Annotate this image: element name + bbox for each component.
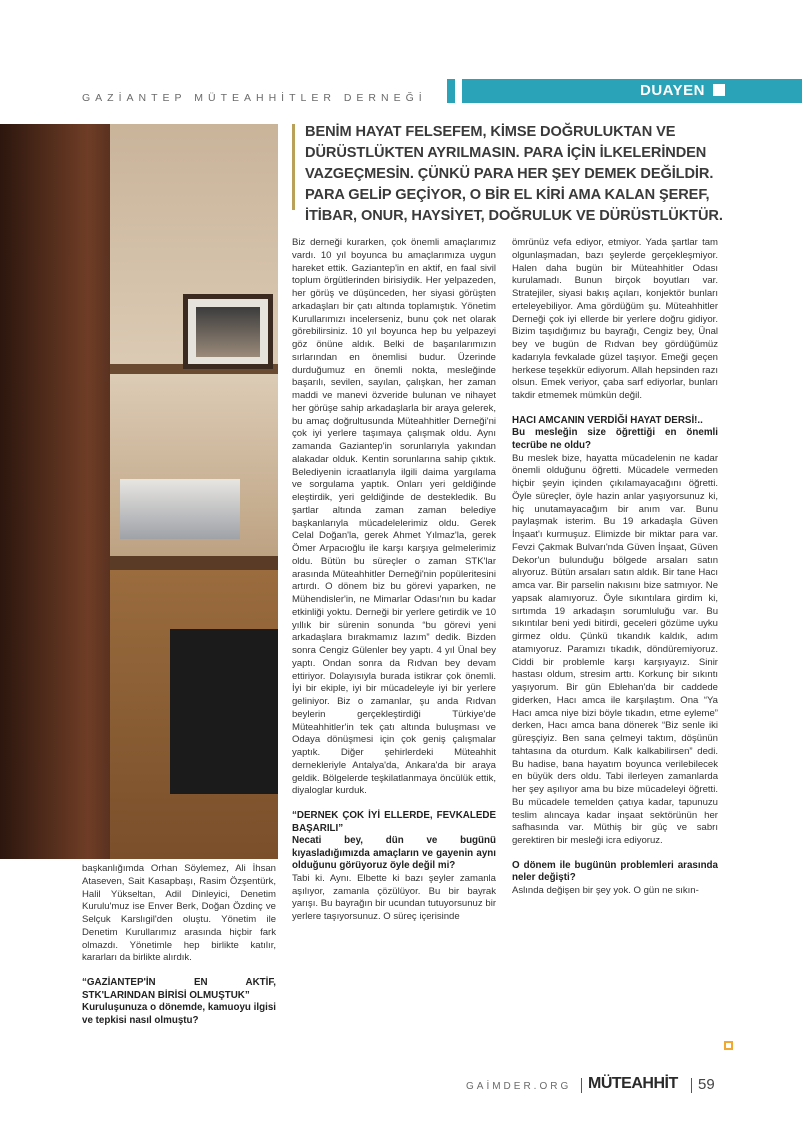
subheading: “GAZİANTEP'İN EN AKTİF, STK'LARINDAN BİRİSİ OLMUŞTUK” [82,977,276,1001]
article-end-square-icon [724,1041,733,1050]
article-column-1 [82,863,276,1027]
photo-leather-chair [0,124,110,859]
article-column-2 [292,237,496,924]
paragraph: ömrünüz vefa ediyor, etmiyor. Yada şartlar tam olgunlaşmadan, bazı şeylerde gerçekleşmiyor. Halen daha bugün bir Müteahhitler Odası kurulamadı. Bunun birçok boyutları var. Stratejiler, siyasi bakış açıları, konjektör bunları erteleyebiliyor. Ama gördüğüm şu. Müteahhitler Derneği çok iyi ellerde bir yerlere doğru gidiyor. Bizim taşıdığımız bu bayrağı, Cengiz bey, Ünal bey ve bugün de Rıdvan bey gördüğümüz kadarıyla fevkalade güzel taşıyor. Emeği geçen herkese teşekkür ediyorum. Allah hepsinden razı olsun. Emek veriyor, çaba sarf ediyorlar, bunları takdir etmemek mümkün değil. [512,237,718,401]
photo-desk-edge [110,556,278,570]
paragraph: Aslında değişen bir şey yok. O gün ne sıkın- [512,884,699,896]
framed-portrait [196,307,260,357]
interview-question: Necati bey, dün ve bugünü kıyasladığımızda amaçların ve gayenin aynı olduğunu görüyoruz öyle değil mi? [292,835,496,872]
pull-quote: BENİM HAYAT FELSEFEM, KİMSE DOĞRULUKTAN VE DÜRÜSTLÜKTEN AYRILMASIN. PARA İÇİN İLKELERİNDEN VAZGEÇMESİN. ÇÜNKÜ PARA HER ŞEY DEMEK DEĞİLDİR. PARA GELİP GEÇİYOR, O BİR EL KİRİ AMA KALAN ŞEREF, İTİBAR, ONUR, HAYSİYET, DOĞRULUK VE DÜRÜSTLÜKTÜR. [305,124,723,224]
footer-divider [691,1078,692,1093]
subheading: “DERNEK ÇOK İYİ ELLERDE, FEVKALEDE BAŞARILI” [292,810,496,834]
photo-frame [183,294,273,369]
square-icon [713,84,725,96]
organization-name: GAZİANTEP MÜTEAHHİTLER DERNEĞİ [82,92,427,104]
photo-files [120,479,240,539]
paragraph: Biz derneği kurarken, çok önemli amaçlarımız vardı. 10 yıl boyunca bu amaçlarımıza uygun hareket ettik. Gaziantep'in en aktif, en faal sivil toplum örgütlerinden birisiydik. Her yelpazeden, her görüş ve düşünceden, her siyasi görüşten arkadaşları bir çatı altında toplamıştık. Yönetim Kurullarımızı incelerseniz, bunu çok net olarak görebilirsiniz. 10 yıl boyunca hep bu yelpazeyi göz önüne aldık. Belki de başarılarımızın sırlarından en önemlisi budur. Üzerinde durduğumuz en önemli nokta, mesleğinde başarılı, sevilen, sayılan, çalışkan, her zaman maddi ve manevi özveride bulunan ve nihayet her görüşe sahip arkadaşlarla bir araya gelerek, bu amaç doğrultusunda Müteahhitler Derneği'ni çok iyi yerlere taşımaya çalışmak oldu. Aynı zamanda Gaziantep'in sorunlarıyla yakından alakadar olduk. Kentin sorunlarına sahip çıktık. Belediyenin icraatlarıyla ilgili daima yargılama ve sorgulama yaptık. Onları yeri geldiğinde eleştirdik, yeri geldiğinde de destekledik. Bu şartlar altında zaman zaman belediye başkanlarıyla mücadelelerimiz oldu. Gerek Celal Doğan'la, gerek Ahmet Yılmaz'la, gerek Ömer Arpacıoğlu ile karşı karşıya gelmelerimiz oldu. Bütün bu süreçler o zaman STK'lar arasında Müteahhitler Derneği'nin popüleritesini artırdı. O dönem biz bu görevi yaparken, ne Mühendisler'in, ne Mimarlar Odası'nın bu kadar etkinliği yoktu. Derneği bir yerlere getirdik ve 10 yıllık bir sürenin sonunda “bu görevi yeni arkadaşlara bırakmamız lazım” dedik. Bizden sonra Cengiz Gülenler bey yaptı. 4 yıl Ünal bey yaptı. Ondan sonra da Rıdvan bey devam ettiriyor. Dolayısıyla burada istikrar çok önemli. İyi bir ekiple, iyi bir mücadeleyle iyi bir yerlere geliniyor. Biz o zamanlar, şu anda Rıdvan beylerin gerçekleştirdiği Türkiye'de Müteahhitler'in tek çatı altında buluşması ve Odaya dönüşmesi için çok geniş çalışmalar yaptık. Diğer şehirlerdeki Müteahhit dernekleriyle Antalya'da, Ankara'da bir araya geldik. Bölgelerde teşkilatlanmaya öncülük ettik, diyaloglar kurduk. [292,237,496,797]
magazine-logo: MÜTEAHHİT [588,1075,678,1092]
section-banner [462,79,802,103]
paragraph: Bu meslek bize, hayatta mücadelenin ne kadar önemli olduğunu öğretti. Mücadele vermeden hiçbir şeyin içinden çıkılamayacağını öğretti. Öyle süreçler, öyle hazin anlar yaşıyorsunuz ki, hiç unutamayacağım bir anım var. Bunu paylaşmak isterim. Bu 19 arkadaşla Güven İnşaat'ı kurmuşuz. Elimizde bir miktar para var. Fevzi Çakmak Bulvarı'nda Güven İnşaat, Güven Dekor'un bulunduğu bölgede arsaları satın alıyoruz. Bütün arsaları satın aldık. Bir tane Hacı amca var. Bir parselin nakısını bize satmıyor. Ne yapsak alamıyoruz. Öyle sıkıntılara girdim ki, sırtımda 19 arkadaşın sorumluluğu var. Bu sıkıntılar beni yedi bitirdi, geceleri gözüme uyku girmez oldu. Çünkü tıkandık kaldık, adım atamıyoruz. Paramızı tıkadık, döndüremiyoruz. Ciddi bir problemle karşı karşıyayız. Sinir hastası oldum, stresim arttı. Korkunç bir sıkıntı yaşıyorum. Bir gün Eblehan'da bir caddede giderken, Hacı amca ile karşılaştım. Ona “Ya Hacı amca niye bizi böyle tıkadın, etme eyleme” derken, Hacı amca bana dönerek “Biz senle iki güreşçiyiz. Ben sana çelmeyi taktım, döşünün tahtasına da oturdum. Kalk kalkabilirsen” dedi. Bu hadise, bana hayatım boyunca verilebilecek en büyük ders oldu. Tabi ilerleyen zamanlarda her şey aşılıyor ama bu bize mücadeleyi öğretti. Bu mücadele temelden çatıya kadar, tapunuzu teslim alıncaya kadar inşaat sektörünün her safhasında var. Müthiş bir güç ve sabrı gerektiren bir mesleği icra ediyoruz. [512,452,718,847]
article-column-3 [512,237,718,898]
interview-question: O dönem ile bugünün problemleri arasında neler değişti? [512,859,718,884]
paragraph: Tabi ki. Aynı. Elbette ki bazı şeyler zamanla aşılıyor, zamanla çözülüyor. Bu bir bayrak yarışı. Bu bayrağın bir ucundan tutuyorsunuz bir yerlere taşıyorsunuz. O süreç içerisinde [292,872,496,923]
interview-question: Kuruluşunuza o dönemde, kamuoyu ilgisi ve tepkisi nasıl olmuştu? [82,1002,276,1026]
interview-question: Bu mesleğin size öğrettiği en önemli tecrübe ne oldu? [512,427,718,451]
paragraph: başkanlığımda Orhan Söylemez, Ali İhsan Ataseven, Sait Kasapbaşı, Rasim Özşentürk, Halil Yükseltan, Adil Dinleyici, Denetim Kurulu'muz ise Enver Berk, Doğan Özdinç ve Selçuk Karslıgil'den oluştu. Yönetim ile Denetim Kurullarımız arasında hiçbir fark olmazdı. Yönetimle hep birlikte katılır, kararları da birlikte alırdık. [82,863,276,964]
pull-quote-bar [292,124,295,210]
photo-monitor [170,629,278,794]
page-number: 59 [698,1076,715,1093]
section-label: DUAYEN [640,82,705,99]
footer-divider [581,1078,582,1093]
office-photo [0,124,278,859]
footer-website: GAİMDER.ORG [466,1081,572,1092]
header-accent-bar [447,79,455,103]
subheading: HACI AMCANIN VERDİĞİ HAYAT DERSİ!.. [512,414,703,426]
page-footer [466,1072,726,1098]
